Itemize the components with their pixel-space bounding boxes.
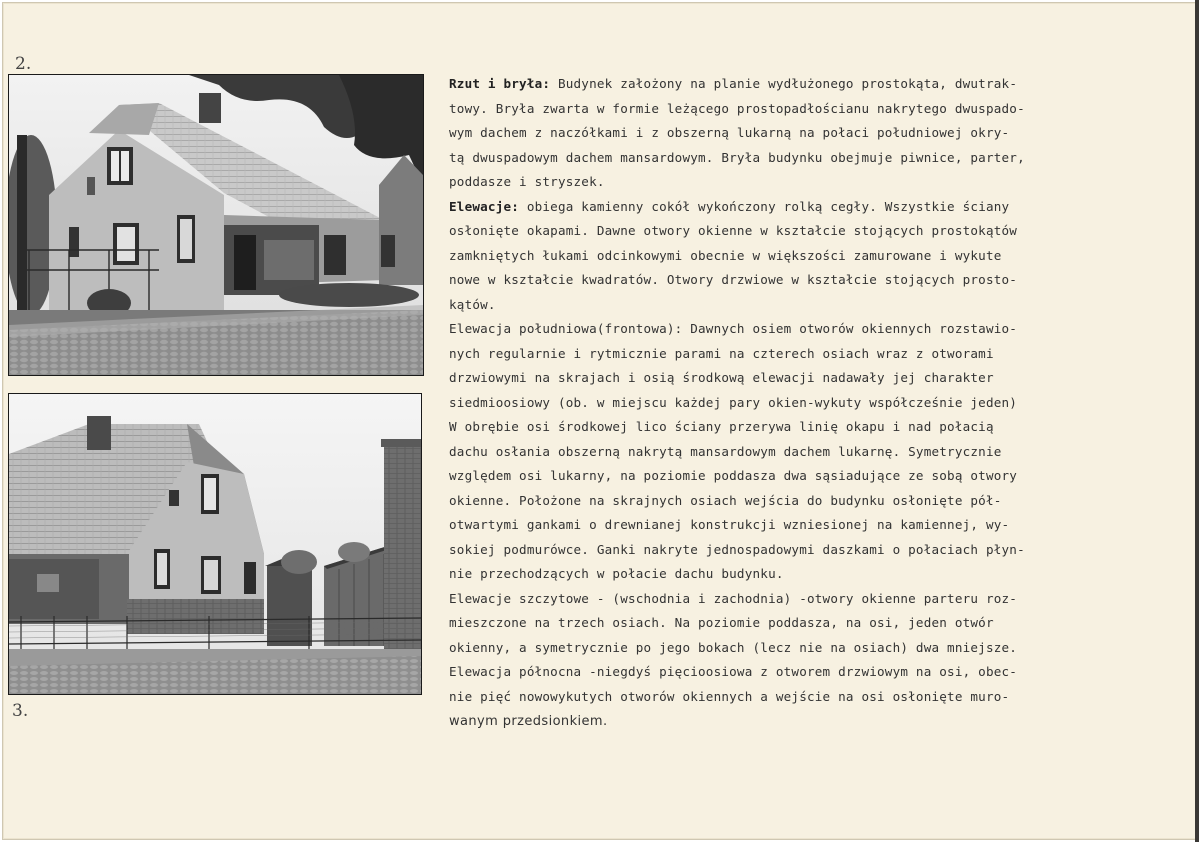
text-line <box>449 562 1184 587</box>
text-line <box>449 489 1184 514</box>
text-body: siedmioosiowy (ob. w miejscu każdej pary okien-wykuty współcześnie jeden) <box>449 394 1018 410</box>
section-heading: Elewacje: <box>449 198 520 214</box>
text-line <box>449 195 1184 220</box>
text-line <box>449 440 1184 465</box>
text-body: Elewacja południowa(frontowa): Dawnych osiem otworów okiennych rozstawio- <box>449 321 1018 336</box>
text-line <box>449 709 1184 735</box>
text-body: obiega kamienny cokół wykończony rolką cegły. Wszystkie ściany <box>519 198 1010 214</box>
text-body: osłonięte okapami. Dawne otwory okienne w kształcie stojących prostokątów <box>449 223 1018 238</box>
house-photo-bottom <box>8 393 422 695</box>
text-body: względem osi lukarny, na poziomie poddasza dwa sąsiadujące ze sobą otwory <box>449 468 1018 483</box>
text-body: poddasze i stryszek. <box>449 174 605 189</box>
text-body: sokiej podmurówce. Ganki nakryte jednospadowymi daszkami o połaciach płyn- <box>449 541 1025 557</box>
text-line <box>449 317 1184 342</box>
text-line <box>449 660 1184 685</box>
text-line <box>449 170 1184 195</box>
text-body: Budynek założony na planie wydłużonego prostokąta, dwutrak- <box>550 76 1018 91</box>
text-line <box>449 611 1184 636</box>
photo-number-top: 2. <box>15 54 32 74</box>
text-body: okienny, a symetrycznie po jego bokach (lecz nie na osiach) dwa mniejsze. <box>449 639 1018 655</box>
text-body: nie przechodzących w połacie dachu budynku. <box>449 566 784 581</box>
text-line <box>449 72 1184 97</box>
text-line <box>449 366 1184 391</box>
section-heading: Rzut i bryła: <box>449 76 551 91</box>
text-body: nowe w kształcie kwadratów. Otwory drzwiowe w kształcie stojących prosto- <box>449 272 1018 287</box>
text-line <box>449 219 1184 244</box>
text-line <box>449 391 1184 416</box>
text-line <box>449 268 1184 293</box>
text-body: W obrębie osi środkowej lico ściany przerywa linię okapu i nad połacią <box>449 419 994 434</box>
text-line <box>449 244 1184 269</box>
text-body: drzwiowymi na skrajach i osią środkową elewacji nadawały jej charakter <box>449 370 994 385</box>
text-body: tą dwuspadowym dachem mansardowym. Bryła budynku obejmuje piwnice, parter, <box>449 149 1025 165</box>
text-body: nych regularnie i rytmicznie parami na czterech osiach wraz z otworami <box>449 345 994 361</box>
page-edge <box>1195 0 1199 842</box>
text-line <box>449 464 1184 489</box>
text-body: nie pięć nowowykutych otworów okiennych a wejście na osi osłonięte muro- <box>449 688 1010 704</box>
text-body: wym dachem z naczółkami i z obszerną lukarną na połaci południowej okry- <box>449 125 1010 140</box>
text-line <box>449 513 1184 538</box>
text-body: kątów. <box>449 296 496 312</box>
text-line <box>449 97 1184 122</box>
text-line <box>449 538 1184 563</box>
photo-number-bottom: 3. <box>12 701 29 721</box>
text-body: wanym przedsionkiem. <box>449 714 608 729</box>
house-photo-top <box>8 74 424 376</box>
text-line <box>449 342 1184 367</box>
text-line <box>449 146 1184 171</box>
text-line <box>449 636 1184 661</box>
text-line <box>449 587 1184 612</box>
text-body: okienne. Położone na skrajnych osiach wejścia do budynku osłonięte pół- <box>449 492 1002 508</box>
description-text <box>449 72 1184 735</box>
text-body: Elewacja północna -niegdyś pięcioosiowa z otworem drzwiowym na osi, obec- <box>449 664 1018 679</box>
text-body: Elewacje szczytowe - (wschodnia i zachodnia) -otwory okienne parteru roz- <box>449 590 1018 606</box>
text-body: mieszczone na trzech osiach. Na poziomie poddasza, na osi, jeden otwór <box>449 615 994 630</box>
text-body: dachu osłania obszerną nakrytą mansardowym dachem lukarnę. Symetrycznie <box>449 443 1002 459</box>
text-line <box>449 415 1184 440</box>
text-line <box>449 293 1184 318</box>
text-body: towy. Bryła zwarta w formie leżącego prostopadłościanu nakrytego dwuspado- <box>449 100 1025 116</box>
text-body: otwartymi gankami o drewnianej konstrukcji wzniesionej na kamiennej, wy- <box>449 517 1010 532</box>
text-line <box>449 685 1184 710</box>
text-body: zamkniętych łukami odcinkowymi obecnie w większości zamurowane i wykute <box>449 247 1002 263</box>
text-line <box>449 121 1184 146</box>
